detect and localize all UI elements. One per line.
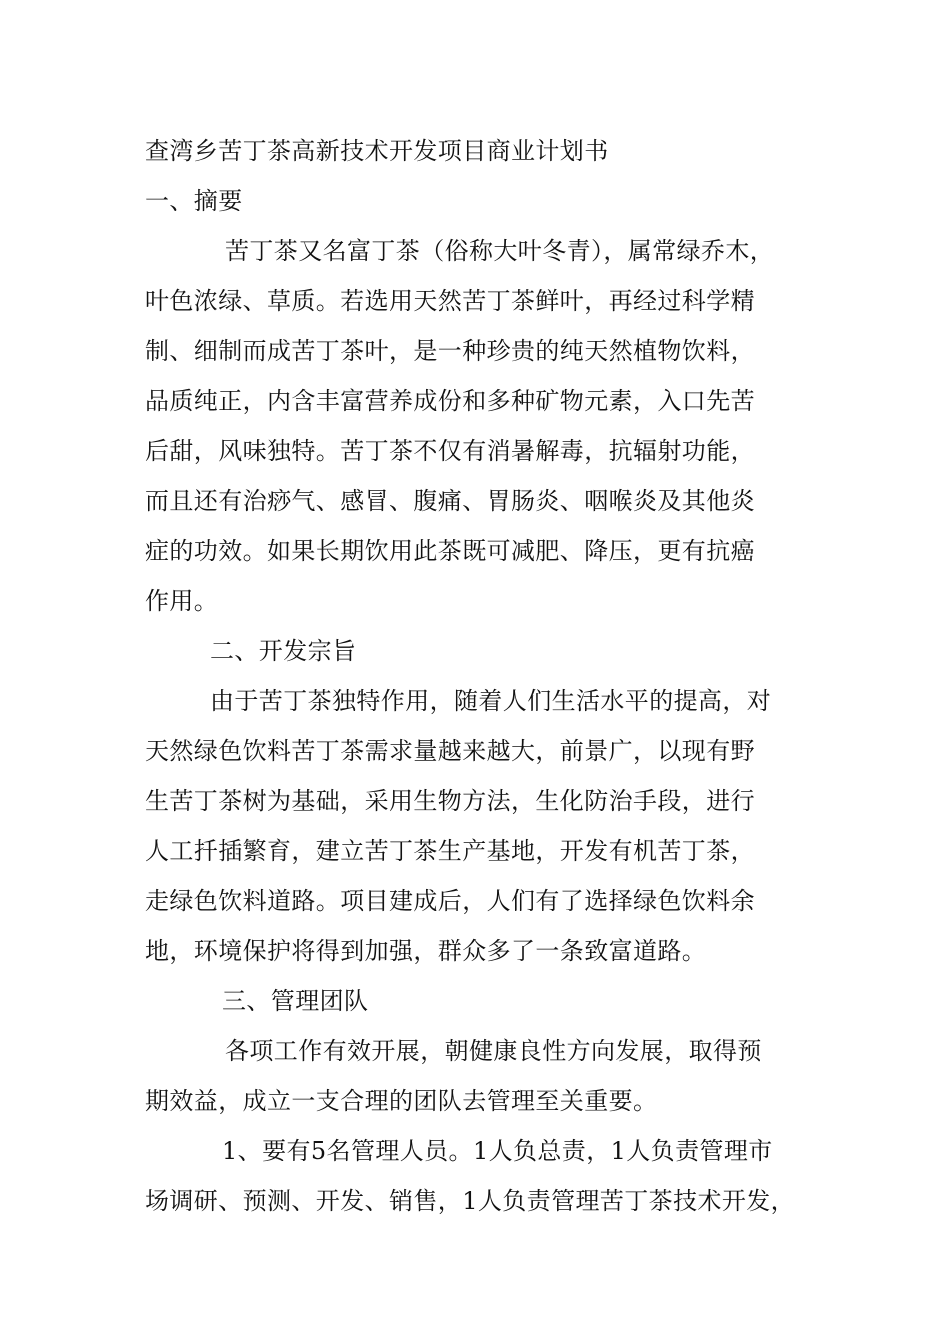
paragraph-line: 后甜，风味独特。苦丁茶不仅有消暑解毒，抗辐射功能，: [145, 437, 755, 465]
paragraph-line: 症的功效。如果长期饮用此茶既可减肥、降压，更有抗癌: [145, 537, 755, 565]
paragraph-line: 人工扦插繁育，建立苦丁茶生产基地，开发有机苦丁茶，: [145, 837, 755, 865]
paragraph-line: 各项工作有效开展，朝健康良性方向发展，取得预: [225, 1037, 762, 1065]
section-heading-purpose: 二、开发宗旨: [210, 637, 357, 665]
paragraph-line: 1、要有5名管理人员。1人负总责，1人负责管理市: [222, 1137, 773, 1165]
paragraph-line: 由于苦丁茶独特作用，随着人们生活水平的提高，对: [210, 687, 772, 715]
paragraph-line: 叶色浓绿、草质。若选用天然苦丁茶鲜叶，再经过科学精: [145, 287, 755, 315]
paragraph-line: 期效益，成立一支合理的团队去管理至关重要。: [145, 1087, 658, 1115]
paragraph-line: 场调研、预测、开发、销售，1人负责管理苦丁茶技术开发，: [145, 1187, 796, 1215]
section-heading-team: 三、管理团队: [222, 987, 369, 1015]
paragraph-line: 制、细制而成苦丁茶叶，是一种珍贵的纯天然植物饮料，: [145, 337, 755, 365]
paragraph-line: 走绿色饮料道路。项目建成后，人们有了选择绿色饮料余: [145, 887, 755, 915]
paragraph-line: 天然绿色饮料苦丁茶需求量越来越大，前景广，以现有野: [145, 737, 755, 765]
paragraph-line: 品质纯正，内含丰富营养成份和多种矿物元素，入口先苦: [145, 387, 755, 415]
paragraph-line: 生苦丁茶树为基础，采用生物方法，生化防治手段，进行: [145, 787, 755, 815]
section-heading-summary: 一、摘要: [145, 187, 243, 215]
paragraph-line: 而且还有治痧气、感冒、腹痛、胃肠炎、咽喉炎及其他炎: [145, 487, 755, 515]
paragraph-line: 地，环境保护将得到加强，群众多了一条致富道路。: [145, 937, 707, 965]
document-title: 查湾乡苦丁茶高新技术开发项目商业计划书: [145, 137, 609, 165]
paragraph-line: 作用。: [145, 587, 219, 615]
paragraph-line: 苦丁茶又名富丁茶（俗称大叶冬青），属常绿乔木，: [225, 237, 775, 265]
